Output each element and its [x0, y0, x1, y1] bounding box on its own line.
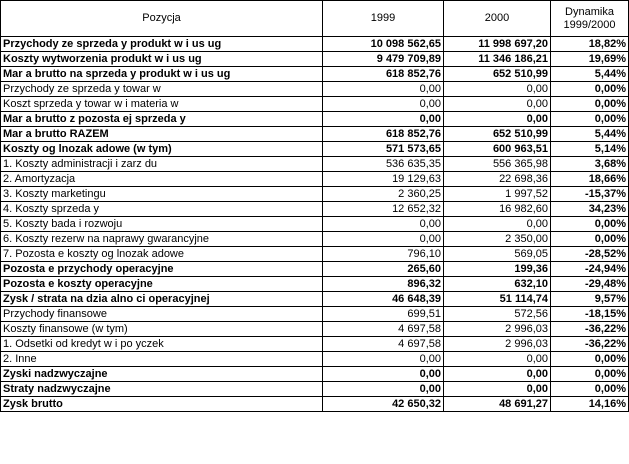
- row-label: Zyski nadzwyczajne: [1, 367, 323, 382]
- row-label: Koszty finansowe (w tym): [1, 322, 323, 337]
- value-1999: 618 852,76: [323, 127, 444, 142]
- row-label: Straty nadzwyczajne: [1, 382, 323, 397]
- table-row: [1, 262, 629, 277]
- table-row: [1, 397, 629, 412]
- dynamics-value: -36,22%: [551, 322, 629, 337]
- value-1999: 0,00: [323, 82, 444, 97]
- table-row: [1, 187, 629, 202]
- value-1999: 618 852,76: [323, 67, 444, 82]
- table-row: [1, 127, 629, 142]
- row-label: Pozosta e przychody operacyjne: [1, 262, 323, 277]
- table-row: [1, 277, 629, 292]
- table-row: [1, 112, 629, 127]
- value-2000: 2 996,03: [444, 322, 551, 337]
- table-row: [1, 232, 629, 247]
- value-2000: 556 365,98: [444, 157, 551, 172]
- table-row: [1, 382, 629, 397]
- value-1999: 699,51: [323, 307, 444, 322]
- dynamics-value: 0,00%: [551, 97, 629, 112]
- header-position: Pozycja: [1, 1, 323, 37]
- row-label: Zysk brutto: [1, 397, 323, 412]
- value-1999: 796,10: [323, 247, 444, 262]
- row-label: Mar a brutto na sprzeda y produkt w i us ug: [1, 67, 323, 82]
- value-2000: 2 350,00: [444, 232, 551, 247]
- table-row: [1, 202, 629, 217]
- value-1999: 46 648,39: [323, 292, 444, 307]
- dynamics-value: 19,69%: [551, 52, 629, 67]
- value-2000: 16 982,60: [444, 202, 551, 217]
- table-row: [1, 217, 629, 232]
- dynamics-value: 0,00%: [551, 82, 629, 97]
- header-year-1999: 1999: [323, 1, 444, 37]
- row-label: Mar a brutto z pozosta ej sprzeda y: [1, 112, 323, 127]
- value-1999: 0,00: [323, 382, 444, 397]
- value-2000: 652 510,99: [444, 67, 551, 82]
- header-year-2000: 2000: [444, 1, 551, 37]
- value-2000: 22 698,36: [444, 172, 551, 187]
- dynamics-value: 5,44%: [551, 67, 629, 82]
- row-label: Mar a brutto RAZEM: [1, 127, 323, 142]
- value-1999: 0,00: [323, 352, 444, 367]
- table-row: [1, 352, 629, 367]
- value-1999: 0,00: [323, 97, 444, 112]
- table-row: [1, 67, 629, 82]
- value-2000: 600 963,51: [444, 142, 551, 157]
- value-2000: 11 998 697,20: [444, 37, 551, 52]
- row-label: 4. Koszty sprzeda y: [1, 202, 323, 217]
- dynamics-value: 0,00%: [551, 217, 629, 232]
- header-dynamics: Dynamika 1999/2000: [551, 1, 629, 37]
- value-1999: 4 697,58: [323, 322, 444, 337]
- value-2000: 0,00: [444, 82, 551, 97]
- value-1999: 19 129,63: [323, 172, 444, 187]
- table-row: [1, 367, 629, 382]
- row-label: 6. Koszty rezerw na naprawy gwarancyjne: [1, 232, 323, 247]
- row-label: Koszty wytworzenia produkt w i us ug: [1, 52, 323, 67]
- value-2000: 0,00: [444, 367, 551, 382]
- value-1999: 42 650,32: [323, 397, 444, 412]
- table-row: [1, 322, 629, 337]
- dynamics-value: 0,00%: [551, 352, 629, 367]
- table-row: [1, 142, 629, 157]
- value-1999: 0,00: [323, 367, 444, 382]
- value-1999: 12 652,32: [323, 202, 444, 217]
- row-label: Koszt sprzeda y towar w i materia w: [1, 97, 323, 112]
- value-1999: 571 573,65: [323, 142, 444, 157]
- dynamics-value: -29,48%: [551, 277, 629, 292]
- value-1999: 4 697,58: [323, 337, 444, 352]
- table-row: [1, 292, 629, 307]
- table-row: [1, 337, 629, 352]
- dynamics-value: 14,16%: [551, 397, 629, 412]
- table-row: [1, 52, 629, 67]
- value-1999: 0,00: [323, 217, 444, 232]
- value-2000: 199,36: [444, 262, 551, 277]
- header-row: [1, 1, 629, 37]
- dynamics-value: -18,15%: [551, 307, 629, 322]
- value-1999: 10 098 562,65: [323, 37, 444, 52]
- value-1999: 0,00: [323, 232, 444, 247]
- dynamics-value: 5,44%: [551, 127, 629, 142]
- dynamics-value: 9,57%: [551, 292, 629, 307]
- table-row: [1, 82, 629, 97]
- value-1999: 9 479 709,89: [323, 52, 444, 67]
- table-row: [1, 157, 629, 172]
- value-2000: 652 510,99: [444, 127, 551, 142]
- row-label: Koszty og lnozak adowe (w tym): [1, 142, 323, 157]
- row-label: 3. Koszty marketingu: [1, 187, 323, 202]
- table-row: [1, 172, 629, 187]
- value-2000: 0,00: [444, 382, 551, 397]
- dynamics-value: 0,00%: [551, 382, 629, 397]
- value-2000: 11 346 186,21: [444, 52, 551, 67]
- value-2000: 0,00: [444, 217, 551, 232]
- dynamics-value: -15,37%: [551, 187, 629, 202]
- row-label: Przychody finansowe: [1, 307, 323, 322]
- row-label: 1. Koszty administracji i zarz du: [1, 157, 323, 172]
- dynamics-value: 0,00%: [551, 367, 629, 382]
- value-1999: 265,60: [323, 262, 444, 277]
- row-label: Przychody ze sprzeda y produkt w i us ug: [1, 37, 323, 52]
- value-2000: 572,56: [444, 307, 551, 322]
- dynamics-value: 18,82%: [551, 37, 629, 52]
- value-2000: 632,10: [444, 277, 551, 292]
- dynamics-value: 0,00%: [551, 112, 629, 127]
- dynamics-value: 3,68%: [551, 157, 629, 172]
- value-2000: 0,00: [444, 97, 551, 112]
- row-label: 2. Amortyzacja: [1, 172, 323, 187]
- dynamics-value: 5,14%: [551, 142, 629, 157]
- value-2000: 1 997,52: [444, 187, 551, 202]
- dynamics-value: 18,66%: [551, 172, 629, 187]
- dynamics-value: -28,52%: [551, 247, 629, 262]
- dynamics-value: 0,00%: [551, 232, 629, 247]
- value-2000: 48 691,27: [444, 397, 551, 412]
- row-label: Przychody ze sprzeda y towar w: [1, 82, 323, 97]
- table-row: [1, 307, 629, 322]
- table-row: [1, 37, 629, 52]
- value-2000: 569,05: [444, 247, 551, 262]
- value-1999: 0,00: [323, 112, 444, 127]
- row-label: Zysk / strata na dzia alno ci operacyjnej: [1, 292, 323, 307]
- value-2000: 0,00: [444, 352, 551, 367]
- value-2000: 2 996,03: [444, 337, 551, 352]
- row-label: 1. Odsetki od kredyt w i po yczek: [1, 337, 323, 352]
- row-label: 7. Pozosta e koszty og lnozak adowe: [1, 247, 323, 262]
- table-row: [1, 247, 629, 262]
- row-label: 2. Inne: [1, 352, 323, 367]
- value-1999: 896,32: [323, 277, 444, 292]
- dynamics-value: 34,23%: [551, 202, 629, 217]
- row-label: Pozosta e koszty operacyjne: [1, 277, 323, 292]
- row-label: 5. Koszty bada i rozwoju: [1, 217, 323, 232]
- table-row: [1, 97, 629, 112]
- dynamics-value: -36,22%: [551, 337, 629, 352]
- dynamics-value: -24,94%: [551, 262, 629, 277]
- value-1999: 2 360,25: [323, 187, 444, 202]
- value-2000: 51 114,74: [444, 292, 551, 307]
- value-2000: 0,00: [444, 112, 551, 127]
- value-1999: 536 635,35: [323, 157, 444, 172]
- table-body: [1, 37, 629, 412]
